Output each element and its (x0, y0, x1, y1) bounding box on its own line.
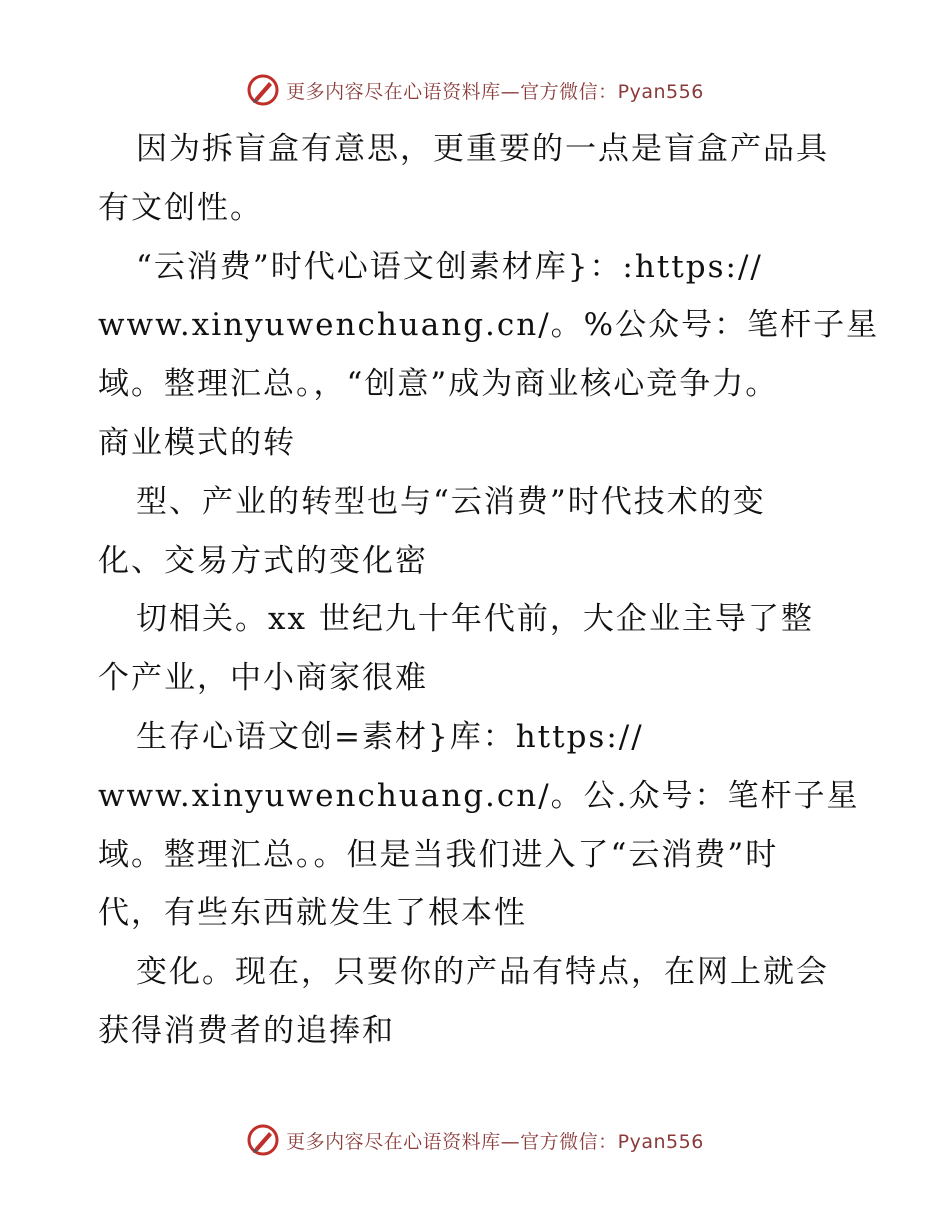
footer-banner (0, 1120, 950, 1160)
text-line: 生存心语文创=素材}库：https:// (136, 718, 644, 755)
text-line: 有文创性。 (98, 189, 263, 226)
text-line: 域。整理汇总。。但是当我们进入了“云消费”时 (98, 836, 779, 873)
text-line: “云消费”时代心语文创素材库}：:https:// (136, 248, 763, 285)
body-text (98, 120, 880, 1061)
text-line: 切相关。xx 世纪九十年代前，大企业主导了整 (136, 601, 814, 638)
text-line: 个产业，中小商家很难 (98, 660, 428, 697)
text-line: 变化。现在，只要你的产品有特点，在网上就会 (136, 954, 829, 991)
header-banner (0, 70, 950, 110)
pen-logo-icon (246, 1123, 280, 1157)
text-line: 因为拆盲盒有意思，更重要的一点是盲盒产品具 (136, 131, 829, 167)
text-line: 代，有些东西就发生了根本性 (98, 895, 527, 932)
text-line: 域。整理汇总。，“创意”成为商业核心竞争力。 (98, 366, 779, 403)
text-line: 商业模式的转 (98, 424, 296, 461)
text-line: 型、产业的转型也与“云消费”时代技术的变 (136, 483, 766, 520)
header-banner-text: 更多内容尽在心语资料库—官方微信：Pyan556 (286, 80, 704, 103)
pen-logo-icon (246, 73, 280, 107)
text-line: www.xinyuwenchuang.cn/。公.众号：笔杆子星 (98, 777, 860, 814)
footer-banner-text: 更多内容尽在心语资料库—官方微信：Pyan556 (286, 1130, 704, 1153)
text-line: 化、交易方式的变化密 (98, 542, 428, 579)
text-line: www.xinyuwenchuang.cn/。%公众号：笔杆子星 (98, 307, 880, 344)
text-line: 获得消费者的追捧和 (98, 1012, 395, 1049)
